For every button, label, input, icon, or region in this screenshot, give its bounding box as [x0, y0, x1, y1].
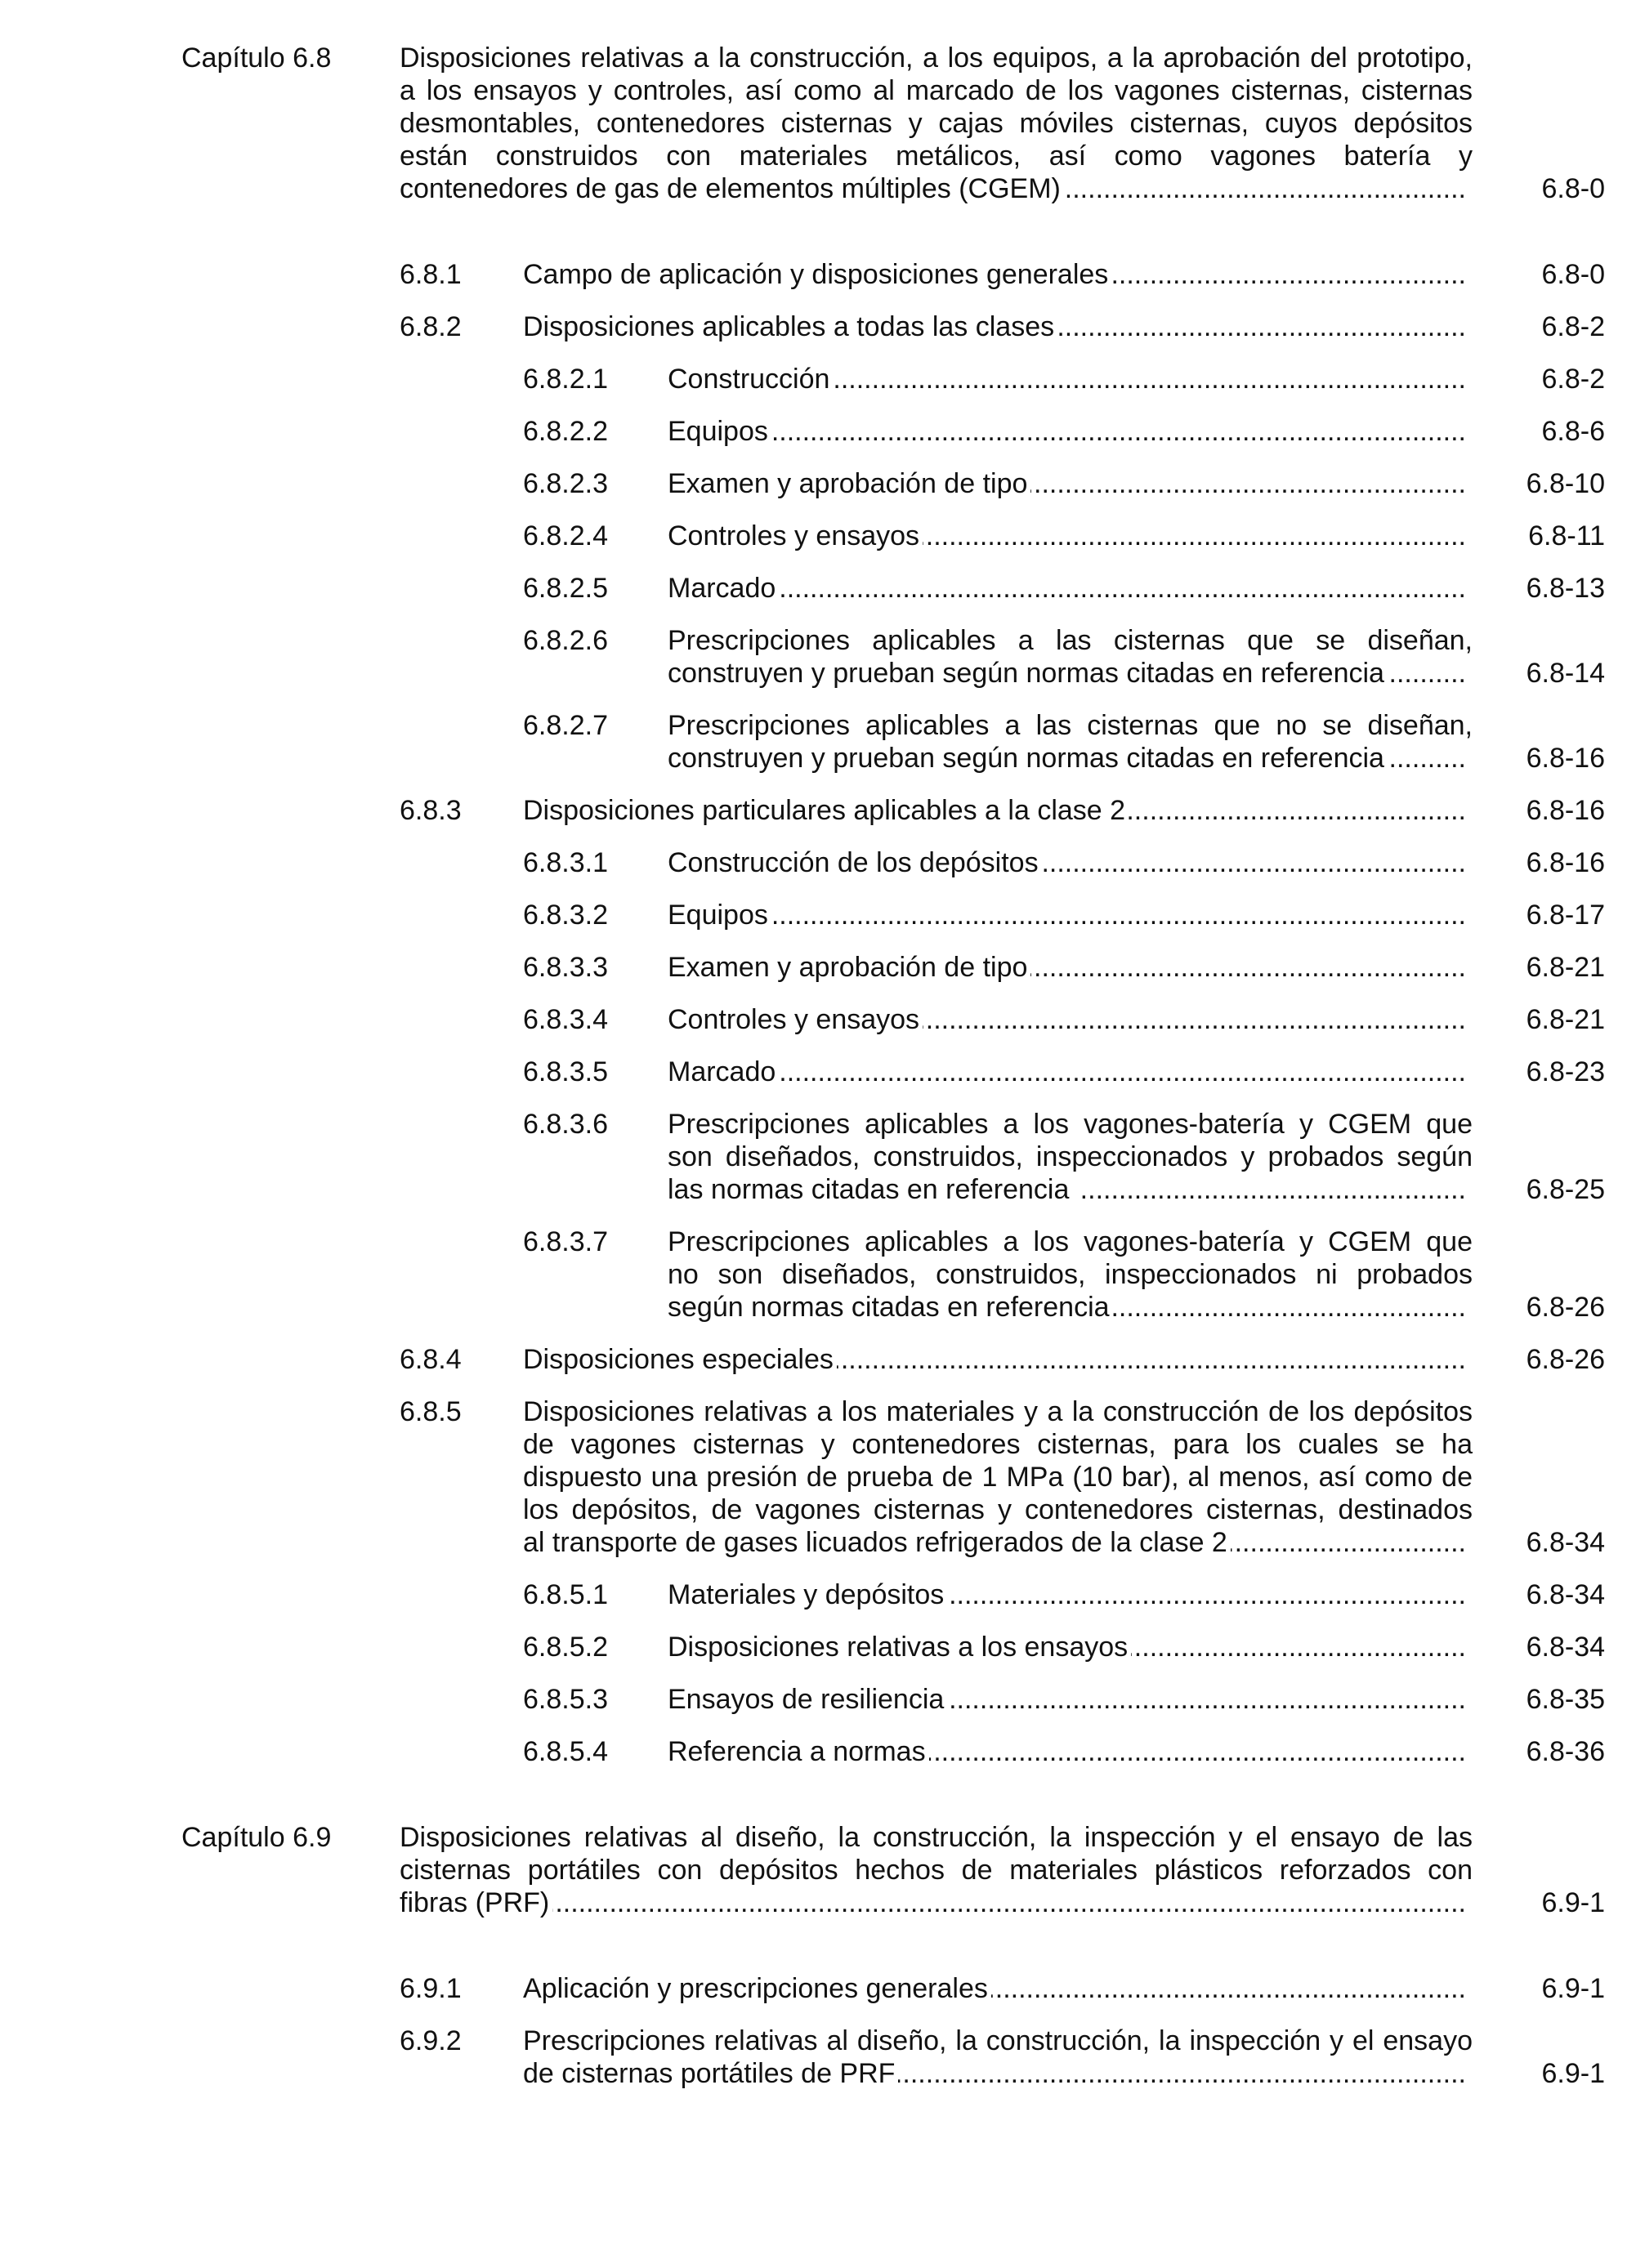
toc-subsection — [0, 709, 1645, 775]
page-number: 6.8-13 — [1526, 573, 1605, 604]
subsection-number: 6.8.5.3 — [523, 1684, 608, 1715]
toc-subsection — [0, 1735, 1645, 1768]
title-line-text: Marcado — [668, 1056, 779, 1087]
subsection-title — [668, 1056, 1473, 1088]
title-line-text: Disposiciones relativas a la construcción, a los equipos, a la aprobación del prototipo, — [400, 42, 1473, 74]
page-number: 6.8-16 — [1526, 795, 1605, 826]
title-line-text: Prescripciones aplicables a las cisternas que se diseñan, — [668, 625, 1473, 656]
title-line-text: Campo de aplicación y disposiciones generales — [523, 259, 1111, 290]
section-number: 6.9.2 — [400, 2025, 462, 2056]
toc-section — [0, 794, 1645, 827]
toc-subsection — [0, 1108, 1645, 1206]
toc-section — [0, 1395, 1645, 1559]
title-line — [668, 742, 1473, 775]
page-number: 6.8-21 — [1526, 1004, 1605, 1035]
toc-subsection — [0, 1631, 1645, 1663]
title-line-text: Marcado — [668, 573, 779, 604]
subsection-number: 6.8.3.2 — [523, 900, 608, 931]
subsection-number: 6.8.2.2 — [523, 416, 608, 447]
title-line — [400, 74, 1473, 107]
toc-subsection — [0, 415, 1645, 448]
subsection-title — [668, 1735, 1473, 1768]
subsection-title — [668, 709, 1473, 775]
subsection-number: 6.8.2.4 — [523, 520, 608, 551]
title-line-text: cisternas portátiles con depósitos hechos de materiales plásticos reforzados con — [400, 1855, 1473, 1886]
chapter-number: Capítulo 6.9 — [181, 1822, 332, 1853]
title-line-text: Referencia a normas — [668, 1736, 929, 1767]
page-number: 6.9-1 — [1541, 1973, 1605, 2004]
title-line-text: Ensayos de resiliencia — [668, 1684, 947, 1715]
section-title — [523, 310, 1473, 343]
title-line-text: de vagones cisternas y contenedores cisternas, para los cuales se ha — [523, 1429, 1473, 1460]
section-number: 6.8.3 — [400, 795, 462, 826]
page-number: 6.8-2 — [1541, 364, 1605, 395]
title-line-text: Equipos — [668, 900, 771, 931]
title-line-text: Disposiciones relativas al diseño, la construcción, la inspección y el ensayo de las — [400, 1822, 1473, 1853]
toc-subsection — [0, 624, 1645, 690]
toc-subsection — [0, 520, 1645, 552]
title-line-text: Examen y aprobación de tipo — [668, 468, 1030, 499]
title-line-text: desmontables, contenedores cisternas y cajas móviles cisternas, cuyos depósitos — [400, 108, 1473, 139]
subsection-title — [668, 467, 1473, 500]
title-line — [400, 107, 1473, 140]
section-title — [523, 794, 1473, 827]
title-line — [400, 172, 1473, 205]
title-line — [523, 1343, 1473, 1376]
title-line — [523, 1461, 1473, 1493]
title-line — [400, 1854, 1473, 1886]
title-line — [668, 467, 1473, 500]
title-line-text: Prescripciones aplicables a las cisternas que no se diseñan, — [668, 710, 1473, 741]
title-line — [668, 1258, 1473, 1291]
section-number: 6.8.1 — [400, 259, 462, 290]
title-line-text: contenedores de gas de elementos múltiples (CGEM) — [400, 173, 1064, 204]
title-line-text: al transporte de gases licuados refrigerados de la clase 2 — [523, 1527, 1231, 1558]
toc-section — [0, 310, 1645, 343]
subsection-title — [668, 520, 1473, 552]
title-line-text: Examen y aprobación de tipo — [668, 952, 1030, 983]
title-line — [668, 899, 1473, 931]
subsection-title — [668, 1631, 1473, 1663]
title-line-text: Controles y ensayos — [668, 520, 923, 551]
title-line — [523, 1428, 1473, 1461]
chapter-title — [400, 42, 1473, 205]
subsection-title — [668, 1108, 1473, 1206]
title-line-text: Aplicación y prescripciones generales — [523, 1973, 991, 2004]
title-line — [668, 1735, 1473, 1768]
toc-chapter — [0, 1821, 1645, 1919]
page-number: 6.8-6 — [1541, 416, 1605, 447]
page-number: 6.8-23 — [1526, 1056, 1605, 1087]
subsection-number: 6.8.5.1 — [523, 1579, 608, 1610]
page-number: 6.8-17 — [1526, 900, 1605, 931]
title-line — [523, 1493, 1473, 1526]
subsection-title — [668, 951, 1473, 984]
section-number: 6.8.5 — [400, 1396, 462, 1427]
title-line — [400, 140, 1473, 172]
toc-subsection — [0, 1683, 1645, 1716]
title-line — [668, 846, 1473, 879]
title-line — [523, 258, 1473, 291]
title-line-text: Disposiciones relativas a los ensayos — [668, 1632, 1131, 1663]
title-line — [523, 310, 1473, 343]
section-title — [523, 258, 1473, 291]
title-line-text: a los ensayos y controles, así como al marcado de los vagones cisternas, cisternas — [400, 75, 1473, 106]
title-line — [668, 1291, 1473, 1324]
title-line-text: Prescripciones aplicables a los vagones-batería y CGEM que — [668, 1226, 1473, 1257]
title-line-text: fibras (PRF) — [400, 1887, 552, 1918]
chapter-number: Capítulo 6.8 — [181, 42, 332, 74]
toc-subsection — [0, 1226, 1645, 1324]
toc-chapter — [0, 42, 1645, 205]
title-line — [668, 1003, 1473, 1036]
subsection-title — [668, 624, 1473, 690]
title-line — [668, 1141, 1473, 1173]
title-line-text: dispuesto una presión de prueba de 1 MPa (10 bar), al menos, así como de — [523, 1462, 1473, 1493]
title-line-text: Controles y ensayos — [668, 1004, 923, 1035]
page-number: 6.9-1 — [1541, 2058, 1605, 2089]
page-number: 6.8-26 — [1526, 1292, 1605, 1323]
section-number: 6.9.1 — [400, 1973, 462, 2004]
title-line — [400, 1821, 1473, 1854]
subsection-number: 6.8.2.6 — [523, 625, 608, 656]
subsection-title — [668, 899, 1473, 931]
toc-section — [0, 1972, 1645, 2005]
subsection-title — [668, 415, 1473, 448]
title-line-text: Disposiciones relativas a los materiales y a la construcción de los depósitos — [523, 1396, 1473, 1427]
page-number: 6.9-1 — [1541, 1887, 1605, 1918]
title-line-text: Construcción — [668, 364, 833, 395]
toc-subsection — [0, 1056, 1645, 1088]
subsection-number: 6.8.2.5 — [523, 573, 608, 604]
title-line — [668, 1226, 1473, 1258]
title-line-text: los depósitos, de vagones cisternas y contenedores cisternas, destinados — [523, 1494, 1473, 1525]
page-number: 6.8-34 — [1526, 1632, 1605, 1663]
toc-section — [0, 2025, 1645, 2090]
title-line-text: Disposiciones especiales — [523, 1344, 837, 1375]
title-line — [668, 951, 1473, 984]
subsection-number: 6.8.2.3 — [523, 468, 608, 499]
title-line — [523, 2025, 1473, 2057]
title-line — [668, 415, 1473, 448]
section-number: 6.8.4 — [400, 1344, 462, 1375]
toc-subsection — [0, 951, 1645, 984]
page-number: 6.8-0 — [1541, 173, 1605, 204]
page-number: 6.8-25 — [1526, 1174, 1605, 1205]
toc-subsection — [0, 846, 1645, 879]
title-line — [523, 2057, 1473, 2090]
title-line-text: construyen y prueban según normas citadas en referencia — [668, 743, 1388, 774]
title-line-text: según normas citadas en referencia — [668, 1292, 1113, 1323]
title-line-text: no son diseñados, construidos, inspeccionados ni probados — [668, 1259, 1473, 1290]
page-number: 6.8-16 — [1526, 743, 1605, 774]
toc-subsection — [0, 1003, 1645, 1036]
title-line-text: están construidos con materiales metálicos, así como vagones batería y — [400, 141, 1473, 172]
subsection-title — [668, 846, 1473, 879]
title-line-text: de cisternas portátiles de PRF — [523, 2058, 898, 2089]
subsection-number: 6.8.3.7 — [523, 1226, 608, 1257]
title-line — [668, 709, 1473, 742]
subsection-number: 6.8.5.4 — [523, 1736, 608, 1767]
title-line — [668, 624, 1473, 657]
title-line-text: Equipos — [668, 416, 771, 447]
toc-subsection — [0, 899, 1645, 931]
section-number: 6.8.2 — [400, 311, 462, 342]
subsection-number: 6.8.3.5 — [523, 1056, 608, 1087]
page-number: 6.8-34 — [1526, 1579, 1605, 1610]
page-number: 6.8-14 — [1526, 658, 1605, 689]
title-line-text: Prescripciones aplicables a los vagones-batería y CGEM que — [668, 1109, 1473, 1140]
title-line — [668, 1056, 1473, 1088]
subsection-number: 6.8.3.1 — [523, 847, 608, 878]
title-line — [668, 657, 1473, 690]
title-line-text: las normas citadas en referencia — [668, 1174, 1080, 1205]
section-title — [523, 2025, 1473, 2090]
page-number: 6.8-21 — [1526, 952, 1605, 983]
title-line — [523, 794, 1473, 827]
subsection-title — [668, 1003, 1473, 1036]
subsection-title — [668, 572, 1473, 605]
title-line — [668, 1108, 1473, 1141]
page-number: 6.8-34 — [1526, 1527, 1605, 1558]
subsection-number: 6.8.2.7 — [523, 710, 608, 741]
page-number: 6.8-10 — [1526, 468, 1605, 499]
title-line — [668, 1578, 1473, 1611]
subsection-title — [668, 363, 1473, 395]
page-number: 6.8-16 — [1526, 847, 1605, 878]
title-line-text: son diseñados, construidos, inspeccionados y probados según — [668, 1141, 1473, 1172]
chapter-title — [400, 1821, 1473, 1919]
toc-section — [0, 1343, 1645, 1376]
title-line-text: Disposiciones aplicables a todas las clases — [523, 311, 1057, 342]
page-number: 6.8-36 — [1526, 1736, 1605, 1767]
title-line-text: Materiales y depósitos — [668, 1579, 947, 1610]
title-line — [668, 363, 1473, 395]
section-title — [523, 1395, 1473, 1559]
toc-subsection — [0, 363, 1645, 395]
title-line — [668, 520, 1473, 552]
toc-subsection — [0, 1578, 1645, 1611]
subsection-number: 6.8.3.6 — [523, 1109, 608, 1140]
toc-subsection — [0, 572, 1645, 605]
page-number: 6.8-26 — [1526, 1344, 1605, 1375]
subsection-title — [668, 1683, 1473, 1716]
title-line — [400, 1886, 1473, 1919]
title-line — [668, 572, 1473, 605]
title-line — [668, 1683, 1473, 1716]
subsection-title — [668, 1578, 1473, 1611]
title-line — [400, 42, 1473, 74]
title-line — [523, 1395, 1473, 1428]
subsection-number: 6.8.3.4 — [523, 1004, 608, 1035]
subsection-title — [668, 1226, 1473, 1324]
page-number: 6.8-0 — [1541, 259, 1605, 290]
title-line — [523, 1526, 1473, 1559]
subsection-number: 6.8.5.2 — [523, 1632, 608, 1663]
title-line — [668, 1631, 1473, 1663]
toc-section — [0, 258, 1645, 291]
subsection-number: 6.8.3.3 — [523, 952, 608, 983]
subsection-number: 6.8.2.1 — [523, 364, 608, 395]
title-line-text: construyen y prueban según normas citadas en referencia — [668, 658, 1388, 689]
page-number: 6.8-35 — [1526, 1684, 1605, 1715]
section-title — [523, 1343, 1473, 1376]
title-line-text: Construcción de los depósitos — [668, 847, 1042, 878]
page-number: 6.8-11 — [1528, 520, 1605, 551]
title-line-text: Disposiciones particulares aplicables a la clase 2 — [523, 795, 1129, 826]
title-line — [668, 1173, 1473, 1206]
toc-subsection — [0, 467, 1645, 500]
title-line — [523, 1972, 1473, 2005]
title-line-text: Prescripciones relativas al diseño, la construcción, la inspección y el ensayo — [523, 2025, 1473, 2056]
page-number: 6.8-2 — [1541, 311, 1605, 342]
section-title — [523, 1972, 1473, 2005]
